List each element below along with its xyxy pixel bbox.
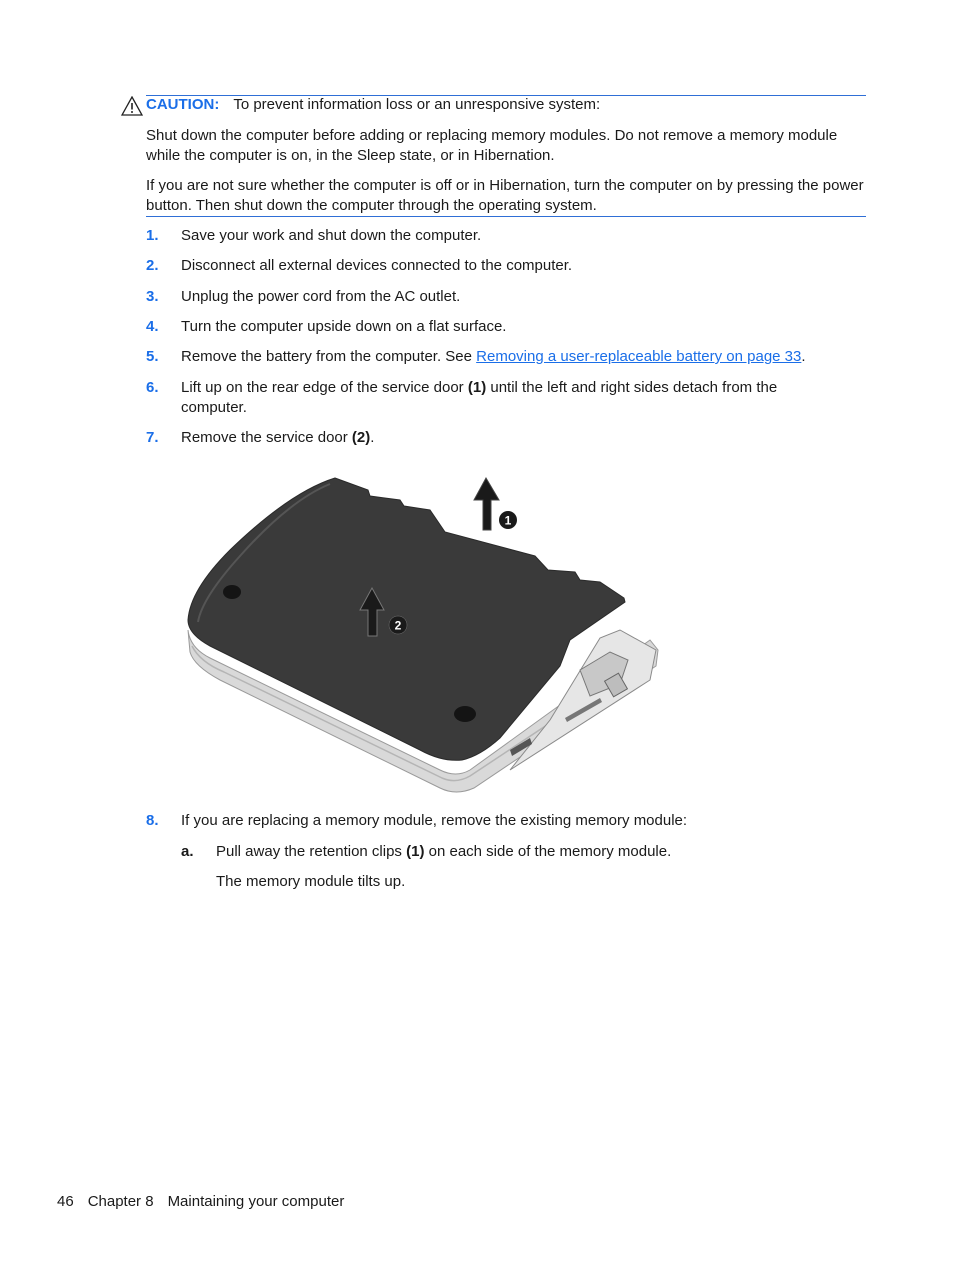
substep-text-part: on each side of the memory module. xyxy=(424,843,672,860)
step-number: 5. xyxy=(146,348,159,365)
caution-label: CAUTION: xyxy=(146,96,220,113)
step-text-part: Lift up on the rear edge of the service door xyxy=(181,379,468,396)
step-text: Turn the computer upside down on a flat surface. xyxy=(181,318,507,335)
step-text-part: until the left and right sides detach from the computer. xyxy=(181,379,778,416)
step-number: 6. xyxy=(146,379,159,396)
step-number: 8. xyxy=(146,812,159,829)
step-text xyxy=(181,378,831,417)
step-text xyxy=(181,347,831,367)
chapter-label: Chapter 8 xyxy=(87,1193,154,1210)
caution-paragraph-1: Shut down the computer before adding or replacing memory modules. Do not remove a memory module while the computer is on, in the Sleep state, or in Hibernation. xyxy=(146,127,838,164)
callout-1-number: 1 xyxy=(504,513,512,528)
callout-ref: (2) xyxy=(351,429,371,446)
caution-heading xyxy=(146,95,600,114)
substep-text xyxy=(216,842,671,861)
substep-note: The memory module tilts up. xyxy=(216,873,406,890)
service-door-removal-illustration xyxy=(180,470,670,800)
rubber-foot xyxy=(223,585,241,599)
page-number: 46 xyxy=(57,1193,74,1210)
warning-triangle-icon xyxy=(121,96,143,116)
step-number: 2. xyxy=(146,257,159,274)
step-number: 3. xyxy=(146,288,159,305)
step-text-part: . xyxy=(801,348,806,365)
step-number: 7. xyxy=(146,429,159,446)
step-text-part: Remove the battery from the computer. See xyxy=(181,348,477,365)
step-text: Save your work and shut down the computer. xyxy=(181,227,482,244)
caution-paragraph-2: If you are not sure whether the computer is off or in Hibernation, turn the computer on by pressing the power button. Then shut down the computer through the operating system. xyxy=(146,177,864,214)
caution-intro: To prevent information loss or an unresponsive system: xyxy=(233,96,601,113)
step-text: Unplug the power cord from the AC outlet. xyxy=(181,288,461,305)
substep-number: a. xyxy=(181,843,194,860)
step-text-part: . xyxy=(370,429,375,446)
lift-arrow-icon xyxy=(474,478,499,530)
callout-ref: (1) xyxy=(467,379,487,396)
callout-ref: (1) xyxy=(406,843,425,860)
callout-2-number: 2 xyxy=(394,618,402,633)
page-footer xyxy=(57,1192,344,1211)
step-text-part: Remove the service door xyxy=(181,429,352,446)
chapter-title: Maintaining your computer xyxy=(167,1193,345,1210)
step-number: 1. xyxy=(146,227,159,244)
step-text xyxy=(181,428,831,448)
battery-removal-link[interactable]: Removing a user-replaceable battery on page 33 xyxy=(476,348,802,365)
substep-text-part: Pull away the retention clips xyxy=(216,843,407,860)
step-text: Disconnect all external devices connected to the computer. xyxy=(181,257,573,274)
step-number: 4. xyxy=(146,318,159,335)
step-text: If you are replacing a memory module, remove the existing memory module: xyxy=(181,812,688,829)
rubber-foot xyxy=(454,706,476,722)
